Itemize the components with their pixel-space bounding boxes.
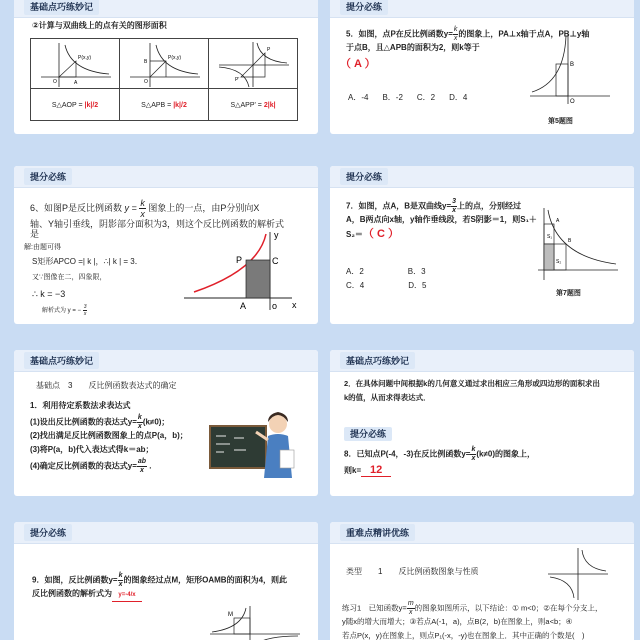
option-a[interactable]: A．2 — [346, 267, 364, 276]
figure-practice — [548, 548, 608, 600]
svg-text:C: C — [272, 256, 279, 266]
formula-apb: S△APB = |k|/2 — [120, 89, 209, 121]
graph-apb — [120, 39, 209, 89]
formula-appp: S△APP' = 2|k| — [209, 89, 298, 121]
section-tag: 提分必练 — [24, 524, 72, 541]
solution-line5: 解析式为 y = − $\frac{3}{x}$ — [42, 304, 87, 317]
formula-aop: S△AOP = |k|/2 — [31, 89, 120, 121]
figure-5-caption: 第5题图 — [548, 118, 573, 125]
subheading: 1．利用待定系数法求表达式 — [30, 401, 131, 410]
question-6-line3: 是 — [30, 229, 40, 239]
section-tag: 基础点巧练妙记 — [340, 352, 415, 369]
option-b[interactable]: B．-2 — [382, 93, 403, 102]
slide-header — [14, 166, 318, 188]
point-a-label: A — [74, 80, 78, 86]
figure-6 — [184, 230, 304, 310]
svg-text:A: A — [556, 218, 560, 224]
question-6-line1: 6、如图P是反比例函数 y = $\frac{k}{x}$ 图象上的一点，由P分别向X — [30, 198, 260, 219]
graph-cell-apb — [120, 39, 209, 89]
svg-text:M: M — [228, 612, 233, 618]
section-tag: 基础点巧练妙记 — [24, 0, 99, 15]
figure-7 — [538, 208, 618, 280]
question-7-line3: S₂＝（ C ） — [346, 228, 399, 240]
options-7-row1 — [346, 266, 426, 277]
method-line1: 2．在具体问题中间根据k的几何意义通过求出相应三角形或四边形的面积求出 — [344, 379, 600, 388]
question-7-line1: 7．如图，点A，B是双曲线y= $\frac{3}{x}$ 上的点，分别经过 — [346, 198, 522, 214]
origin-label: O — [53, 79, 57, 85]
svg-text:x: x — [292, 300, 297, 310]
question-5-line2: 于点B，且△APB的面积为2，则k等于 — [346, 43, 480, 52]
practice-line3: 若点P(x，y)在图象上，则点P₁(-x，-y)也在图象上．其中正确的个数是( ) — [342, 631, 585, 640]
teacher-illustration — [210, 406, 302, 486]
svg-text:B: B — [570, 62, 575, 68]
sub-header — [344, 424, 392, 442]
point-p-label: P(x,y) — [78, 55, 92, 61]
solution-line3: 又∵图像在二，四象限， — [32, 274, 107, 281]
question-5-line1: 5．如图，点P在反比例函数y= $\frac{k}{x}$ 的图象上，PA⊥x轴于点A，PB⊥y轴 — [346, 26, 590, 42]
step-3: (3)将P(a，b)代入表达式得k＝ab； — [30, 445, 154, 454]
options-5 — [348, 92, 467, 103]
section-tag: 重难点精讲优练 — [340, 524, 415, 541]
svg-text:O: O — [570, 99, 575, 105]
section-tag: 提分必练 — [340, 0, 388, 15]
graph-aop — [31, 39, 120, 89]
slide-question-6 — [14, 166, 318, 324]
practice-line1: 练习1 已知函数y= $\frac{m}{x}$ 的图象如图所示，以下结论：① m<0；②在每个分支上， — [342, 600, 603, 616]
svg-text:B: B — [568, 238, 572, 244]
answer-5: （ A ） — [340, 58, 376, 70]
svg-text:o: o — [272, 301, 278, 311]
heading: 类型 1 反比例函数图象与性质 — [346, 567, 479, 576]
option-c[interactable]: C．4 — [346, 281, 365, 290]
svg-text:A: A — [240, 301, 247, 311]
heading: 基础点 3 反比例函数表达式的确定 — [36, 381, 177, 390]
slide-area-formulas — [14, 0, 318, 134]
subtitle: ②计算与双曲线上的点有关的图形面积 — [32, 21, 167, 30]
section-tag: 基础点巧练妙记 — [24, 352, 99, 369]
slide-question-5 — [330, 0, 634, 134]
svg-text:y: y — [274, 230, 279, 240]
fraction: $\frac{k}{x}$ — [453, 26, 458, 42]
option-d[interactable]: D．5 — [408, 281, 427, 290]
slide-header — [330, 0, 634, 18]
slide-header — [330, 350, 634, 372]
slide-header — [14, 0, 318, 18]
question-8-line2: 则k= 12 — [344, 464, 391, 477]
options-7-row2 — [346, 280, 426, 291]
slide-header — [14, 522, 318, 544]
option-b[interactable]: B．3 — [407, 267, 426, 276]
option-a[interactable]: A．-4 — [348, 93, 369, 102]
solution-line4: ∴ k = −3 — [32, 289, 66, 299]
point-p-label: P(x,y) — [168, 55, 182, 61]
slide-question-8 — [330, 350, 634, 496]
slide-question-9 — [14, 522, 318, 640]
graph-cell-appp — [209, 39, 298, 89]
question-7-line2: A，B两点向x轴，y轴作垂线段，若S阴影＝1，则S₁＋ — [346, 215, 537, 224]
area-formula-table — [30, 38, 298, 121]
solution-line2: S矩形APCO =| k |，∴| k | = 3． — [32, 257, 143, 266]
step-2: (2)找出满足反比例函数图象上的点P(a，b)； — [30, 431, 188, 440]
slide-header — [330, 166, 634, 188]
point-p-label: P — [267, 47, 271, 53]
step-1: (1)设出反比例函数的表达式y= $\frac{k}{x}$ (k≠0)； — [30, 414, 170, 430]
origin-label: O — [144, 79, 148, 85]
fraction: $\frac{k}{x}$ — [140, 198, 145, 219]
slide-method-undetermined-coefficients — [14, 350, 318, 496]
slide-header — [14, 350, 318, 372]
slide-header — [330, 522, 634, 544]
option-c[interactable]: C．2 — [416, 93, 436, 102]
slide-question-7 — [330, 166, 634, 324]
svg-text:S₁: S₁ — [547, 234, 553, 240]
section-tag: 提分必练 — [24, 168, 72, 185]
option-d[interactable]: D．4 — [449, 93, 468, 102]
question-9-line1: 9．如图，反比例函数y= $\frac{k}{x}$ 的图象经过点M，矩形OAMB的面积为4，则此 — [32, 572, 288, 588]
solution-line1: 解:由题可得 — [24, 244, 61, 251]
section-tag: 提分必练 — [340, 168, 388, 185]
method-line2: k的值，从而求得表达式． — [344, 393, 431, 402]
figure-5 — [530, 34, 610, 104]
question-8-line1: 8．已知点P(-4，-3)在反比例函数y= $\frac{k}{x}$ (k≠0)的图象上， — [344, 446, 535, 462]
step-4: (4)确定反比例函数的表达式y= $\frac{ab}{x}$ . — [30, 458, 152, 474]
graph-cell-aop — [31, 39, 120, 89]
slide-practice-1 — [330, 522, 634, 640]
section-tag: 提分必练 — [344, 427, 392, 441]
graph-appp — [209, 39, 298, 89]
point-pp-label: P' — [235, 77, 240, 83]
question-9-line2: 反比例函数的解析式为 y=-4/x — [32, 588, 142, 602]
question-6-line2: 轴、Y轴引垂线，阴影部分面积为3，则这个反比例函数的解析式 — [30, 219, 285, 229]
point-b-label: B — [144, 59, 148, 65]
figure-7-caption: 第7题图 — [556, 290, 581, 297]
svg-text:P: P — [236, 255, 243, 265]
figure-9 — [210, 606, 300, 640]
svg-text:S₂: S₂ — [556, 259, 562, 265]
practice-line2: y随x的增大而增大；③若点A(-1，a)，点B(2，b)在图象上，则a<b；④ — [342, 617, 573, 626]
